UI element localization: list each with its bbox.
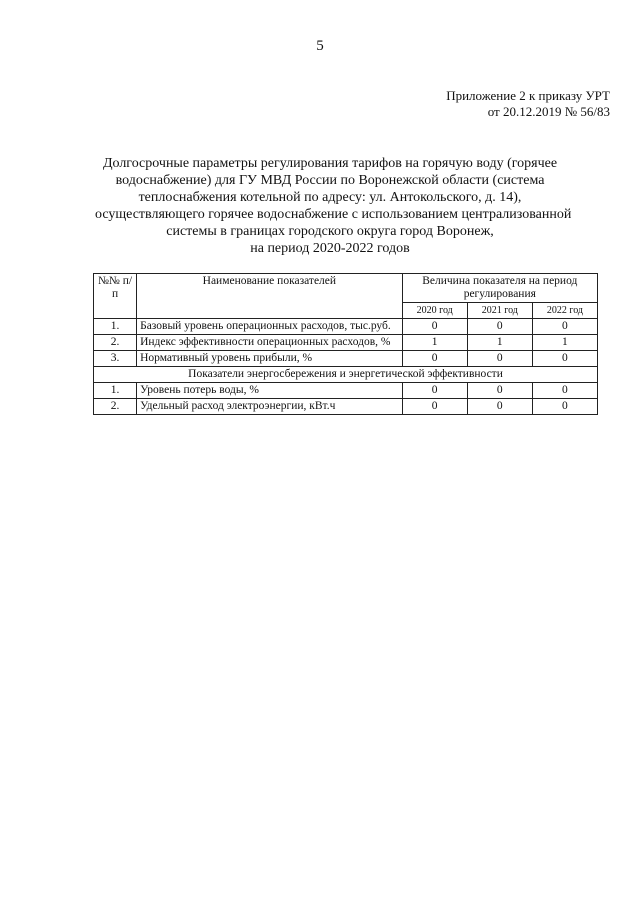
- page-number: 5: [316, 38, 324, 54]
- header-indicator-name: Наименование показателей: [137, 274, 403, 319]
- row-value: 0: [402, 319, 467, 335]
- row-value: 0: [467, 351, 532, 367]
- row-value: 0: [402, 351, 467, 367]
- table-row: [94, 399, 598, 415]
- table-header-row: [94, 274, 598, 303]
- row-name: Удельный расход электроэнергии, кВт.ч: [137, 399, 403, 415]
- row-name: Базовый уровень операционных расходов, тыс.руб.: [137, 319, 403, 335]
- header-year: 2022 год: [532, 303, 597, 319]
- row-value: 0: [532, 351, 597, 367]
- row-name: Нормативный уровень прибыли, %: [137, 351, 403, 367]
- row-value: 0: [532, 399, 597, 415]
- row-name: Индекс эффективности операционных расходов, %: [137, 335, 403, 351]
- row-number: 1.: [94, 383, 137, 399]
- parameters-table: [93, 273, 598, 415]
- table-section-row: [94, 367, 598, 383]
- row-number: 1.: [94, 319, 137, 335]
- row-name: Уровень потерь воды, %: [137, 383, 403, 399]
- document-title: [95, 155, 572, 257]
- header-value: Величина показателя на период регулирования: [402, 274, 597, 303]
- row-value: 0: [402, 399, 467, 415]
- row-value: 1: [402, 335, 467, 351]
- row-value: 1: [467, 335, 532, 351]
- appendix-reference: [446, 88, 610, 120]
- table-row: [94, 351, 598, 367]
- title-line: осуществляющего горячее водоснабжение с использованием централизованной: [95, 207, 572, 222]
- row-value: 0: [532, 383, 597, 399]
- row-number: 2.: [94, 335, 137, 351]
- row-value: 0: [467, 319, 532, 335]
- row-value: 1: [532, 335, 597, 351]
- header-year: 2020 год: [402, 303, 467, 319]
- appendix-line-2: от 20.12.2019 № 56/83: [487, 104, 610, 119]
- title-line: системы в границах городского округа город Воронеж,: [166, 224, 494, 239]
- table-row: [94, 383, 598, 399]
- row-value: 0: [532, 319, 597, 335]
- title-line: водоснабжение) для ГУ МВД России по Воронежской области (система: [115, 173, 545, 188]
- table-row: [94, 319, 598, 335]
- title-line: теплоснабжения котельной по адресу: ул. Антокольского, д. 14),: [138, 190, 522, 205]
- table-row: [94, 335, 598, 351]
- row-value: 0: [467, 399, 532, 415]
- row-number: 3.: [94, 351, 137, 367]
- title-line: Долгосрочные параметры регулирования тарифов на горячую воду (горячее: [102, 156, 558, 171]
- appendix-line-1: Приложение 2 к приказу УРТ: [446, 88, 610, 103]
- row-number: 2.: [94, 399, 137, 415]
- row-value: 0: [467, 383, 532, 399]
- header-number: №№ п/п: [94, 274, 137, 319]
- row-value: 0: [402, 383, 467, 399]
- title-line: на период 2020-2022 годов: [250, 241, 410, 256]
- section-title: Показатели энергосбережения и энергетической эффективности: [94, 367, 598, 383]
- header-year: 2021 год: [467, 303, 532, 319]
